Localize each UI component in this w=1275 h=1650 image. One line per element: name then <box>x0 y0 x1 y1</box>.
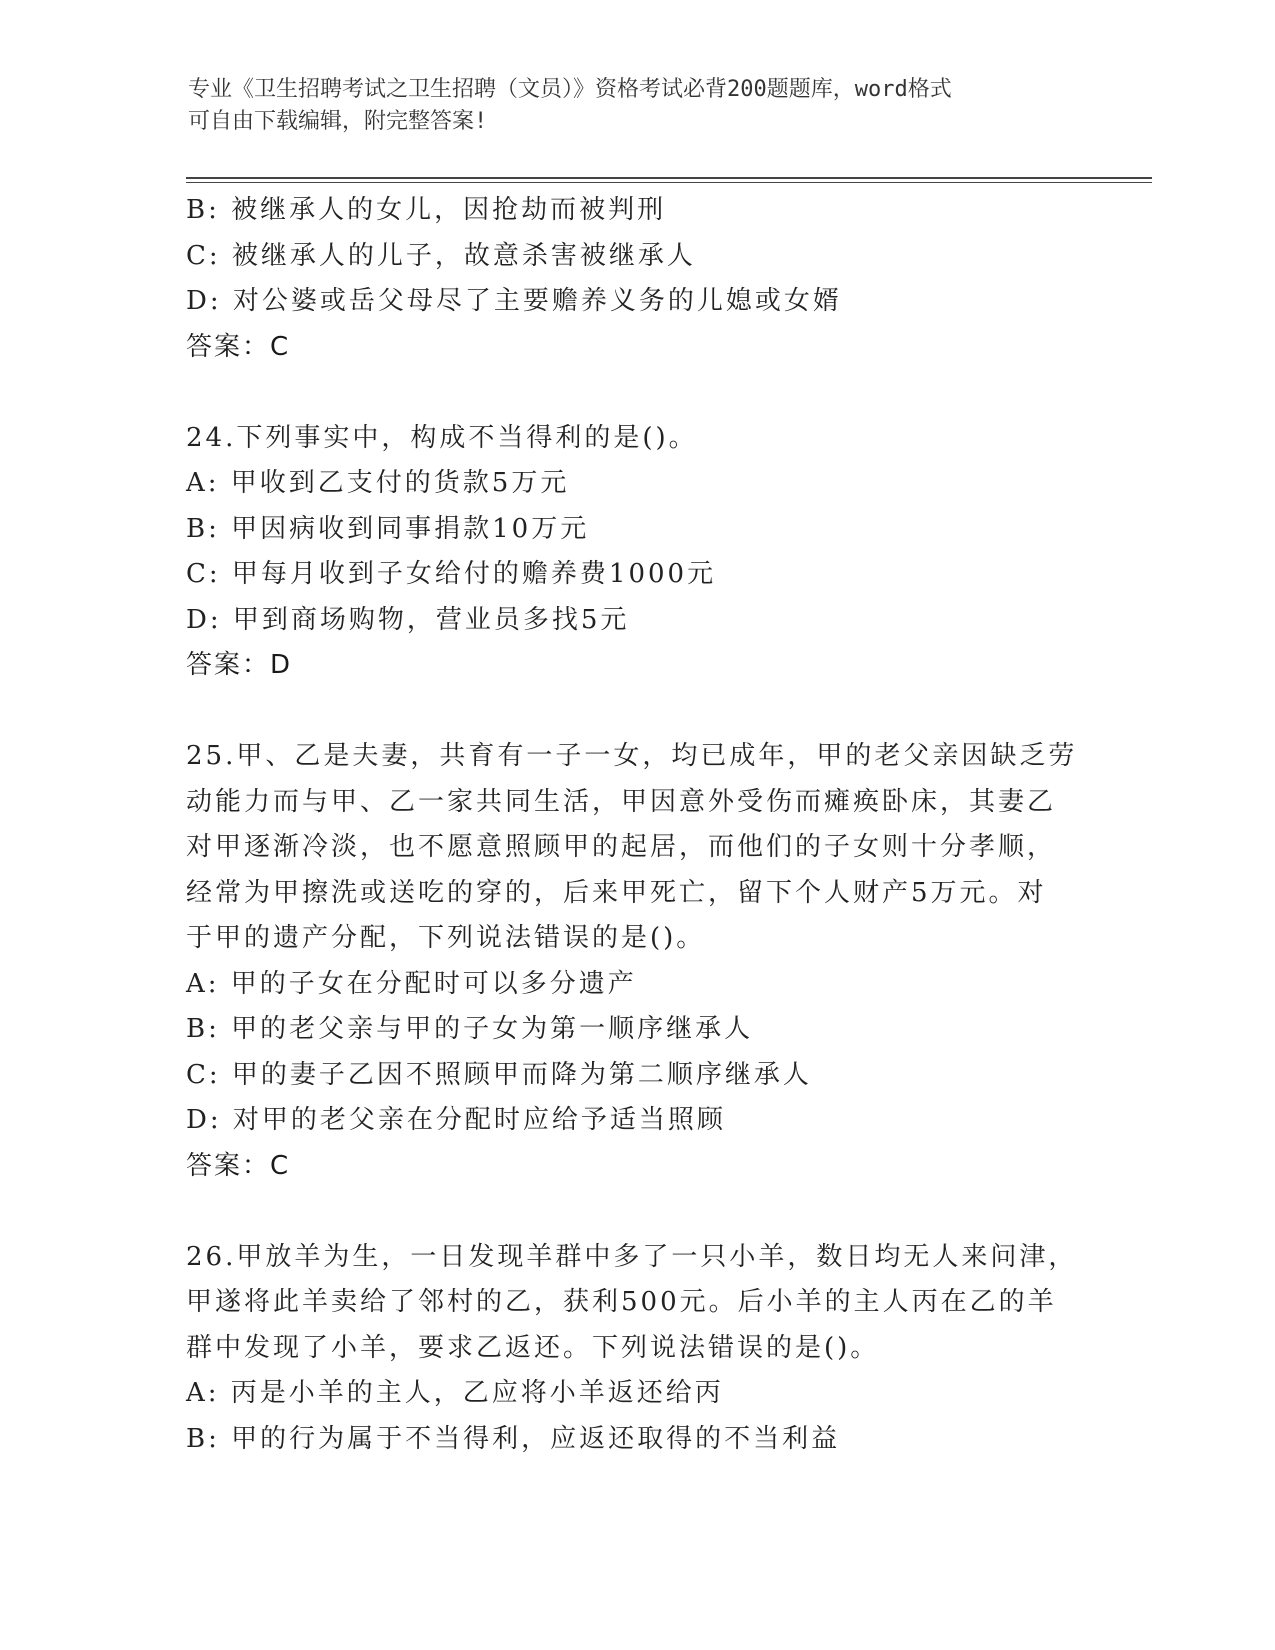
option-c: C: 甲每月收到子女给付的赡养费1000元 <box>186 559 717 589</box>
header-title-line-2: 可自由下载编辑，附完整答案! <box>188 109 488 134</box>
question-stem-line: 于甲的遗产分配，下列说法错误的是()。 <box>186 923 706 953</box>
spacer <box>186 370 1086 416</box>
spacer <box>186 1189 1086 1235</box>
question-24 <box>186 416 1086 689</box>
question-stem-line: 26.甲放羊为生，一日发现羊群中多了一只小羊，数日均无人来问津， <box>186 1241 1078 1272</box>
question-stem: 24.下列事实中，构成不当得利的是()。 <box>186 422 698 453</box>
question-stem-line: 经常为甲擦洗或送吃的穿的，后来甲死亡，留下个人财产5万元。对 <box>186 877 1047 908</box>
option-c: C: 被继承人的儿子，故意杀害被继承人 <box>186 240 696 271</box>
document-header <box>188 74 1068 138</box>
answer-line: 答案：C <box>186 331 291 362</box>
document-body <box>186 188 1086 1462</box>
option-c: C: 甲的妻子乙因不照顾甲而降为第二顺序继承人 <box>186 1059 812 1090</box>
option-b: B: 甲的行为属于不当得利，应返还取得的不当利益 <box>186 1423 841 1454</box>
header-divider-thick <box>186 177 1152 179</box>
question-stem-line: 25.甲、乙是夫妻，共育有一子一女，均已成年，甲的老父亲因缺乏劳 <box>186 741 1078 771</box>
answer-line: 答案：C <box>186 1150 291 1181</box>
option-a: A: 丙是小羊的主人，乙应将小羊返还给丙 <box>186 1378 724 1408</box>
question-stem-line: 动能力而与甲、乙一家共同生活，甲因意外受伤而瘫痪卧床，其妻乙 <box>186 786 1057 817</box>
spacer <box>186 689 1086 735</box>
option-b: B: 被继承人的女儿，因抢劫而被判刑 <box>186 195 667 225</box>
option-a: A: 甲的子女在分配时可以多分遗产 <box>186 968 637 999</box>
question-stem-line: 群中发现了小羊，要求乙返还。下列说法错误的是()。 <box>186 1332 880 1363</box>
option-d: D: 对甲的老父亲在分配时应给予适当照顾 <box>186 1105 726 1135</box>
question-stem-line: 甲遂将此羊卖给了邻村的乙，获利500元。后小羊的主人丙在乙的羊 <box>186 1287 1057 1317</box>
header-title-line-1: 专业《卫生招聘考试之卫生招聘（文员）》资格考试必背200题题库，word格式 <box>188 77 952 102</box>
question-25 <box>186 734 1086 1189</box>
option-a: A: 甲收到乙支付的货款5万元 <box>186 468 570 498</box>
option-b: B: 甲的老父亲与甲的子女为第一顺序继承人 <box>186 1014 754 1044</box>
option-d: D: 甲到商场购物，营业员多找5元 <box>186 604 630 635</box>
option-b: B: 甲因病收到同事捐款10万元 <box>186 513 590 544</box>
question-stem-line: 对甲逐渐冷淡，也不愿意照顾甲的起居，而他们的子女则十分孝顺， <box>186 832 1057 862</box>
option-d: D: 对公婆或岳父母尽了主要赡养义务的儿媳或女婿 <box>186 286 842 316</box>
question-23-tail <box>186 188 1086 370</box>
answer-line: 答案：D <box>186 650 293 680</box>
header-divider-thin <box>186 182 1152 183</box>
question-26 <box>186 1235 1086 1463</box>
